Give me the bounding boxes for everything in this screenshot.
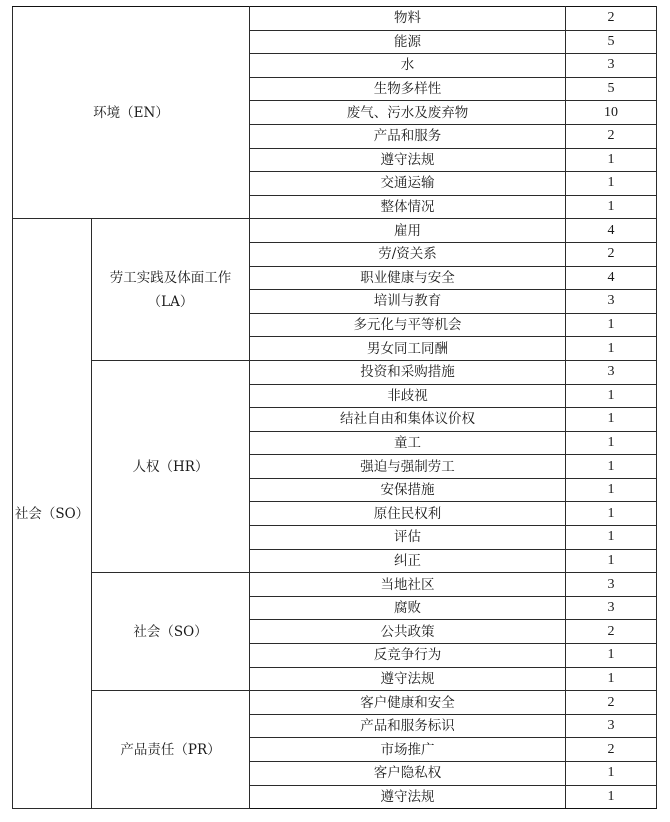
aspect-cell: 交通运输 (250, 172, 566, 196)
aspect-cell: 职业健康与安全 (250, 266, 566, 290)
aspect-cell: 产品和服务标识 (250, 714, 566, 738)
aspect-cell: 当地社区 (250, 573, 566, 597)
aspect-cell: 遵守法规 (250, 667, 566, 691)
table-body (13, 7, 657, 809)
count-cell: 1 (566, 455, 657, 479)
subsection-label: 产品责任（PR） (92, 691, 250, 809)
count-cell: 2 (566, 691, 657, 715)
count-cell: 4 (566, 219, 657, 243)
count-cell: 1 (566, 431, 657, 455)
count-cell: 1 (566, 785, 657, 809)
count-cell: 1 (566, 502, 657, 526)
aspect-cell: 原住民权利 (250, 502, 566, 526)
aspect-cell: 强迫与强制劳工 (250, 455, 566, 479)
table-row (13, 360, 657, 384)
count-cell: 1 (566, 195, 657, 219)
subsection-label: 劳工实践及体面工作（LA） (92, 219, 250, 361)
aspect-cell: 废气、污水及废弃物 (250, 101, 566, 125)
count-cell: 1 (566, 172, 657, 196)
table-row (13, 219, 657, 243)
aspect-cell: 评估 (250, 526, 566, 550)
aspect-cell: 生物多样性 (250, 77, 566, 101)
count-cell: 3 (566, 290, 657, 314)
count-cell: 1 (566, 526, 657, 550)
aspect-cell: 培训与教育 (250, 290, 566, 314)
count-cell: 2 (566, 242, 657, 266)
section-label: 社会（SO） (13, 219, 92, 809)
indicator-table (12, 6, 657, 809)
aspect-cell: 客户健康和安全 (250, 691, 566, 715)
aspect-cell: 客户隐私权 (250, 762, 566, 786)
aspect-cell: 能源 (250, 30, 566, 54)
aspect-cell: 遵守法规 (250, 785, 566, 809)
count-cell: 3 (566, 573, 657, 597)
count-cell: 1 (566, 337, 657, 361)
indicator-table-container (12, 6, 657, 809)
aspect-cell: 腐败 (250, 596, 566, 620)
aspect-cell: 整体情况 (250, 195, 566, 219)
count-cell: 1 (566, 762, 657, 786)
count-cell: 1 (566, 478, 657, 502)
aspect-cell: 产品和服务 (250, 124, 566, 148)
aspect-cell: 结社自由和集体议价权 (250, 408, 566, 432)
count-cell: 1 (566, 148, 657, 172)
aspect-cell: 反竞争行为 (250, 644, 566, 668)
count-cell: 3 (566, 596, 657, 620)
count-cell: 4 (566, 266, 657, 290)
count-cell: 2 (566, 124, 657, 148)
count-cell: 10 (566, 101, 657, 125)
count-cell: 1 (566, 667, 657, 691)
aspect-cell: 童工 (250, 431, 566, 455)
count-cell: 5 (566, 77, 657, 101)
count-cell: 1 (566, 408, 657, 432)
table-row (13, 691, 657, 715)
count-cell: 3 (566, 714, 657, 738)
subsection-label: 社会（SO） (92, 573, 250, 691)
count-cell: 2 (566, 7, 657, 31)
count-cell: 3 (566, 54, 657, 78)
count-cell: 2 (566, 738, 657, 762)
aspect-cell: 劳/资关系 (250, 242, 566, 266)
section-label: 环境（EN） (13, 7, 250, 219)
aspect-cell: 多元化与平等机会 (250, 313, 566, 337)
aspect-cell: 遵守法规 (250, 148, 566, 172)
aspect-cell: 雇用 (250, 219, 566, 243)
aspect-cell: 市场推广 (250, 738, 566, 762)
count-cell: 1 (566, 644, 657, 668)
aspect-cell: 纠正 (250, 549, 566, 573)
count-cell: 5 (566, 30, 657, 54)
count-cell: 1 (566, 313, 657, 337)
aspect-cell: 投资和采购措施 (250, 360, 566, 384)
aspect-cell: 男女同工同酬 (250, 337, 566, 361)
count-cell: 2 (566, 620, 657, 644)
aspect-cell: 安保措施 (250, 478, 566, 502)
table-row (13, 573, 657, 597)
count-cell: 1 (566, 549, 657, 573)
count-cell: 3 (566, 360, 657, 384)
table-row (13, 7, 657, 31)
aspect-cell: 非歧视 (250, 384, 566, 408)
aspect-cell: 公共政策 (250, 620, 566, 644)
aspect-cell: 物料 (250, 7, 566, 31)
count-cell: 1 (566, 384, 657, 408)
aspect-cell: 水 (250, 54, 566, 78)
subsection-label: 人权（HR） (92, 360, 250, 572)
